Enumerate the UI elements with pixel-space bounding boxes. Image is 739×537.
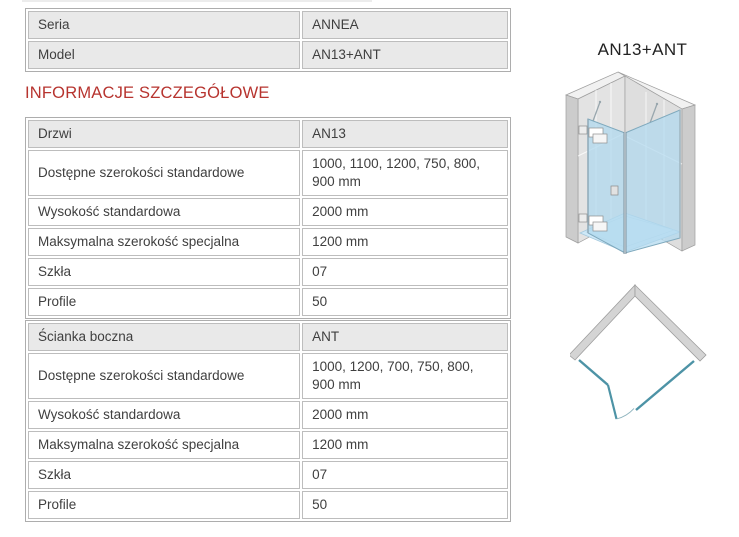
plan-wall-right: [635, 285, 706, 361]
plan-glass-side-panel: [636, 361, 694, 410]
spec-label: Seria: [28, 11, 300, 39]
spec-label: Szkła: [28, 461, 300, 489]
spec-label: Maksymalna szerokość specjalna: [28, 228, 300, 256]
spec-value: 2000 mm: [302, 401, 508, 429]
spec-label: Drzwi: [28, 120, 300, 148]
table-row: [28, 431, 508, 459]
table-row: [28, 11, 508, 39]
spec-value: 07: [302, 258, 508, 286]
spec-value: ANT: [302, 323, 508, 351]
spec-value: 07: [302, 461, 508, 489]
side-panel-spec-table: [25, 320, 511, 522]
spec-label: Model: [28, 41, 300, 69]
table-header-row: [28, 323, 508, 351]
spec-label: Szkła: [28, 258, 300, 286]
spec-label: Wysokość standardowa: [28, 401, 300, 429]
plan-wall-left: [570, 285, 635, 360]
section-heading: INFORMACJE SZCZEGÓŁOWE: [25, 84, 270, 102]
glass-side-panel: [625, 110, 680, 253]
spec-value: 2000 mm: [302, 198, 508, 226]
plan-door-swing-arc: [617, 408, 635, 419]
spec-value: AN13: [302, 120, 508, 148]
top-divider: [22, 0, 372, 2]
plan-glass-fixed-segment: [579, 360, 608, 385]
table-row: [28, 41, 508, 69]
spec-value: 50: [302, 288, 508, 316]
table-row: [28, 288, 508, 316]
shower-top-view-diagram: [570, 284, 708, 426]
door-spec-table: [25, 117, 511, 319]
spec-label: Ścianka boczna: [28, 323, 300, 351]
table-row: [28, 198, 508, 226]
table-row: [28, 461, 508, 489]
shower-3d-diagram: [558, 66, 706, 266]
spec-value: ANNEA: [302, 11, 508, 39]
spec-value: 50: [302, 491, 508, 519]
spec-label: Dostępne szerokości standardowe: [28, 150, 300, 196]
spec-value: 1200 mm: [302, 228, 508, 256]
table-row: [28, 353, 508, 399]
table-row: [28, 150, 508, 196]
table-row: [28, 258, 508, 286]
spec-label: Dostępne szerokości standardowe: [28, 353, 300, 399]
summary-table: [25, 8, 511, 72]
spec-label: Profile: [28, 491, 300, 519]
table-row: [28, 401, 508, 429]
plan-walls: [570, 285, 706, 361]
spec-value: 1200 mm: [302, 431, 508, 459]
table-header-row: [28, 120, 508, 148]
model-title: AN13+ANT: [597, 40, 688, 59]
spec-label: Maksymalna szerokość specjalna: [28, 431, 300, 459]
plan-door-open: [608, 385, 617, 419]
spec-value: 1000, 1200, 700, 750, 800, 900 mm: [302, 353, 508, 399]
spec-label: Wysokość standardowa: [28, 198, 300, 226]
door-handle-knob: [611, 186, 618, 195]
table-row: [28, 228, 508, 256]
spec-value: AN13+ANT: [302, 41, 508, 69]
spec-value: 1000, 1100, 1200, 750, 800, 900 mm: [302, 150, 508, 196]
table-row: [28, 491, 508, 519]
spec-label: Profile: [28, 288, 300, 316]
